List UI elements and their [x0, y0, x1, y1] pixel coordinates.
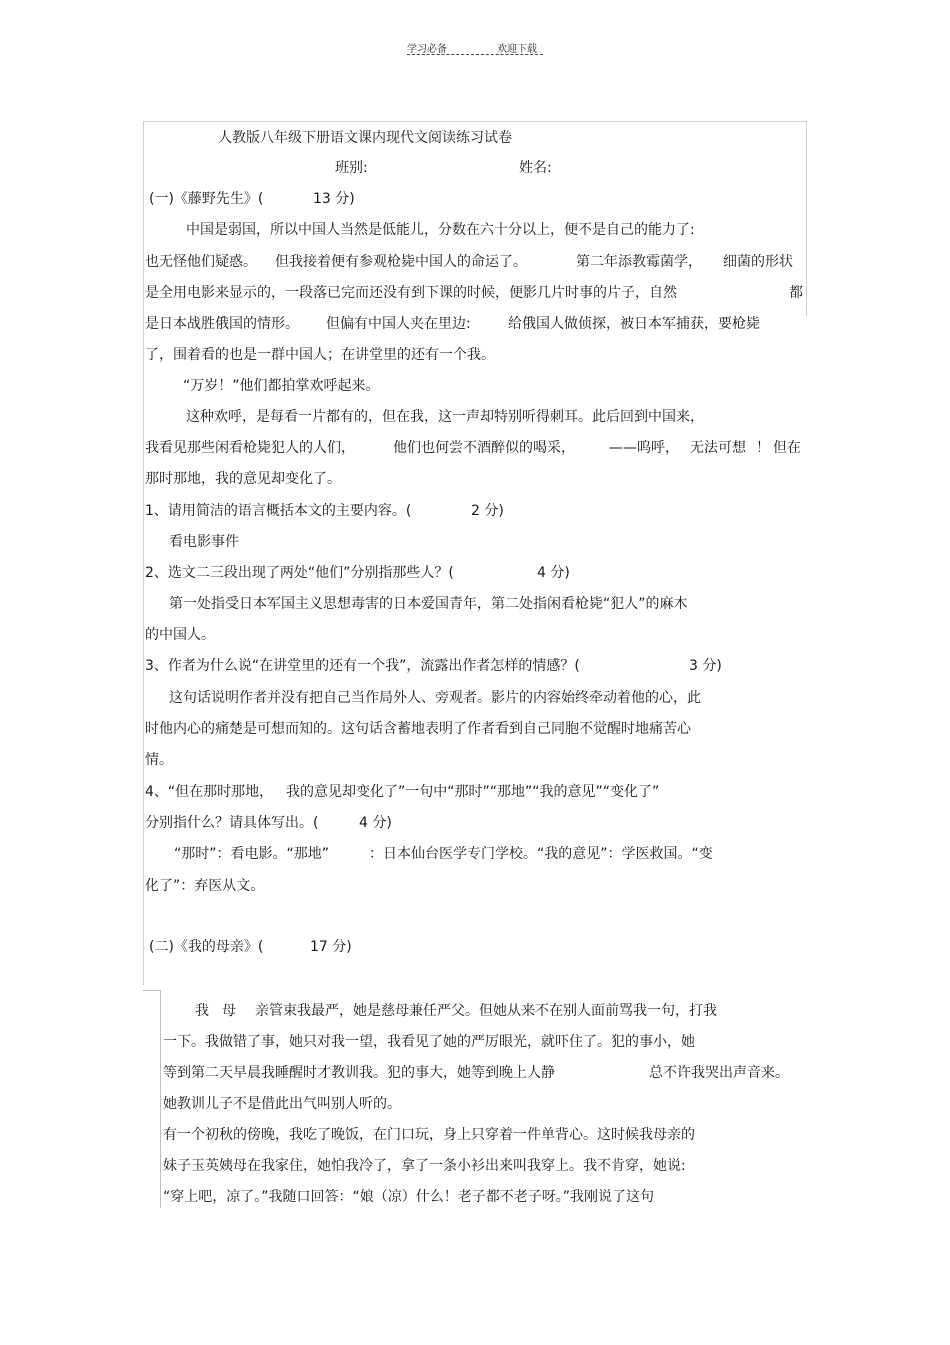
- passage1-line: 细菌的形状: [723, 254, 793, 270]
- section2-score: 17 分): [310, 939, 352, 955]
- answer-2: 的中国人。: [145, 627, 215, 643]
- passage1-line: 是全用电影来显示的，一段落已完而还没有到下课的时候，便影几片时事的片子，自然: [145, 285, 677, 301]
- class-label: 班别:: [335, 160, 368, 176]
- passage1-line: 但偏有中国人夹在里边:: [326, 316, 471, 332]
- passage2-line: 我: [195, 1003, 209, 1019]
- passage1-line: 但我接着便有参观枪毙中国人的命运了。: [275, 254, 527, 270]
- passage1-line: 是日本战胜俄国的情形。: [145, 316, 299, 332]
- passage1-line: “万岁！”他们都拍掌欢呼起来。: [183, 378, 380, 394]
- passage2-line: 总不许我哭出声音来。: [649, 1065, 789, 1081]
- passage1-line: 了，围着看的也是一群中国人；在讲堂里的还有一个我。: [145, 347, 495, 363]
- passage1-line: 中国是弱国，所以中国人当然是低能儿，分数在六十分以上，便不是自己的能力了:: [186, 222, 695, 238]
- page-title: 人教版八年级下册语文课内现代文阅读练习试卷: [218, 130, 512, 146]
- inner-box-border-left: [160, 990, 161, 1208]
- passage1-line: 这种欢呼，是每看一片都有的，但在我，这一声却特别听得刺耳。此后回到中国来，: [186, 409, 704, 425]
- passage1-line: ——呜呼，: [609, 440, 679, 456]
- section1-score: 13 分): [313, 191, 355, 207]
- question-4: 分别指什么？请具体写出。(: [145, 815, 319, 831]
- question-3-score: 3 分): [689, 658, 722, 674]
- inner-box-border-top: [143, 990, 160, 991]
- passage1-line: ！: [756, 440, 770, 456]
- passage1-line: 给俄国人做侦探，被日本军捕获，要枪毙: [508, 316, 760, 332]
- question-3: 3、作者为什么说“在讲堂里的还有一个我”，流露出作者怎样的情感？(: [145, 658, 580, 674]
- answer-4: “那时”：看电影。“那地”: [174, 846, 330, 862]
- passage1-line: 无法可想: [690, 440, 746, 456]
- question-1-score: 2 分): [471, 503, 504, 519]
- passage2-line: 有一个初秋的傍晚，我吃了晚饭，在门口玩，身上只穿着一件单背心。这时候我母亲的: [163, 1127, 695, 1143]
- passage2-line: 等到第二天早晨我睡醒时才教训我。犯的事大，她等到晚上人静: [163, 1065, 555, 1081]
- question-2-score: 4 分): [537, 565, 570, 581]
- passage2-line: 母: [222, 1003, 236, 1019]
- answer-3: 情。: [145, 752, 173, 768]
- passage1-line: 他们也何尝不酒醉似的喝采，: [393, 440, 575, 456]
- section2-heading: (二)《我的母亲》(: [149, 939, 264, 955]
- passage1-line: 第二年添教霉菌学，: [576, 254, 702, 270]
- answer-2: 第一处指受日本军国主义思想毒害的日本爱国青年，第二处指闲看枪毙“犯人”的麻木: [169, 596, 688, 612]
- name-label: 姓名:: [519, 160, 552, 176]
- passage1-line: 都: [789, 285, 803, 301]
- table-border-left: [143, 121, 144, 985]
- passage1-line: 也无怪他们疑惑。: [145, 254, 257, 270]
- passage2-line: 妹子玉英姨母在我家住，她怕我冷了，拿了一条小衫出来叫我穿上。我不肯穿，她说:: [163, 1158, 686, 1174]
- table-border-right: [806, 121, 807, 316]
- question-4-score: 4 分): [359, 815, 392, 831]
- question-1: 1、请用简洁的语言概括本文的主要内容。(: [145, 503, 412, 519]
- question-4: 4、“但在那时那地，: [145, 784, 274, 800]
- passage2-line: “穿上吧，凉了。”我随口回答：“娘（凉）什么！老子都不老子呀。”我刚说了这句: [163, 1189, 655, 1205]
- answer-1: 看电影事件: [169, 534, 239, 550]
- header-rule: [407, 54, 543, 55]
- answer-4: 化了”：弃医从文。: [145, 878, 265, 894]
- answer-3: 这句话说明作者并没有把自己当作局外人、旁观者。影片的内容始终牵动着他的心，此: [169, 690, 701, 706]
- question-2: 2、选文二三段出现了两处“他们”分别指那些人？(: [145, 565, 454, 581]
- header-right-text: 欢迎下载: [497, 44, 537, 55]
- answer-3: 时他内心的痛楚是可想而知的。这句话含蓄地表明了作者看到自己同胞不觉醒时地痛苦心: [145, 721, 691, 737]
- passage1-line: 那时那地，我的意见却变化了。: [145, 471, 341, 487]
- passage1-line: 我看见那些闲看枪毙犯人的人们，: [145, 440, 355, 456]
- passage2-line: 亲管束我最严，她是慈母兼任严父。但她从来不在别人面前骂我一句，打我: [255, 1003, 717, 1019]
- passage1-line: 但在: [773, 440, 801, 456]
- answer-4: ：日本仙台医学专门学校。“我的意见”：学医救国。“变: [369, 846, 713, 862]
- passage2-line: 她教训儿子不是借此出气叫别人听的。: [163, 1096, 401, 1112]
- question-4: 我的意见却变化了”一句中“那时”“那地”“我的意见”“变化了”: [286, 784, 660, 800]
- section1-heading: (一)《藤野先生》(: [149, 191, 264, 207]
- header-left-text: 学习必备: [407, 44, 447, 55]
- table-border-top: [143, 121, 807, 122]
- passage2-line: 一下。我做错了事，她只对我一望，我看见了她的严厉眼光，就吓住了。犯的事小，她: [163, 1034, 695, 1050]
